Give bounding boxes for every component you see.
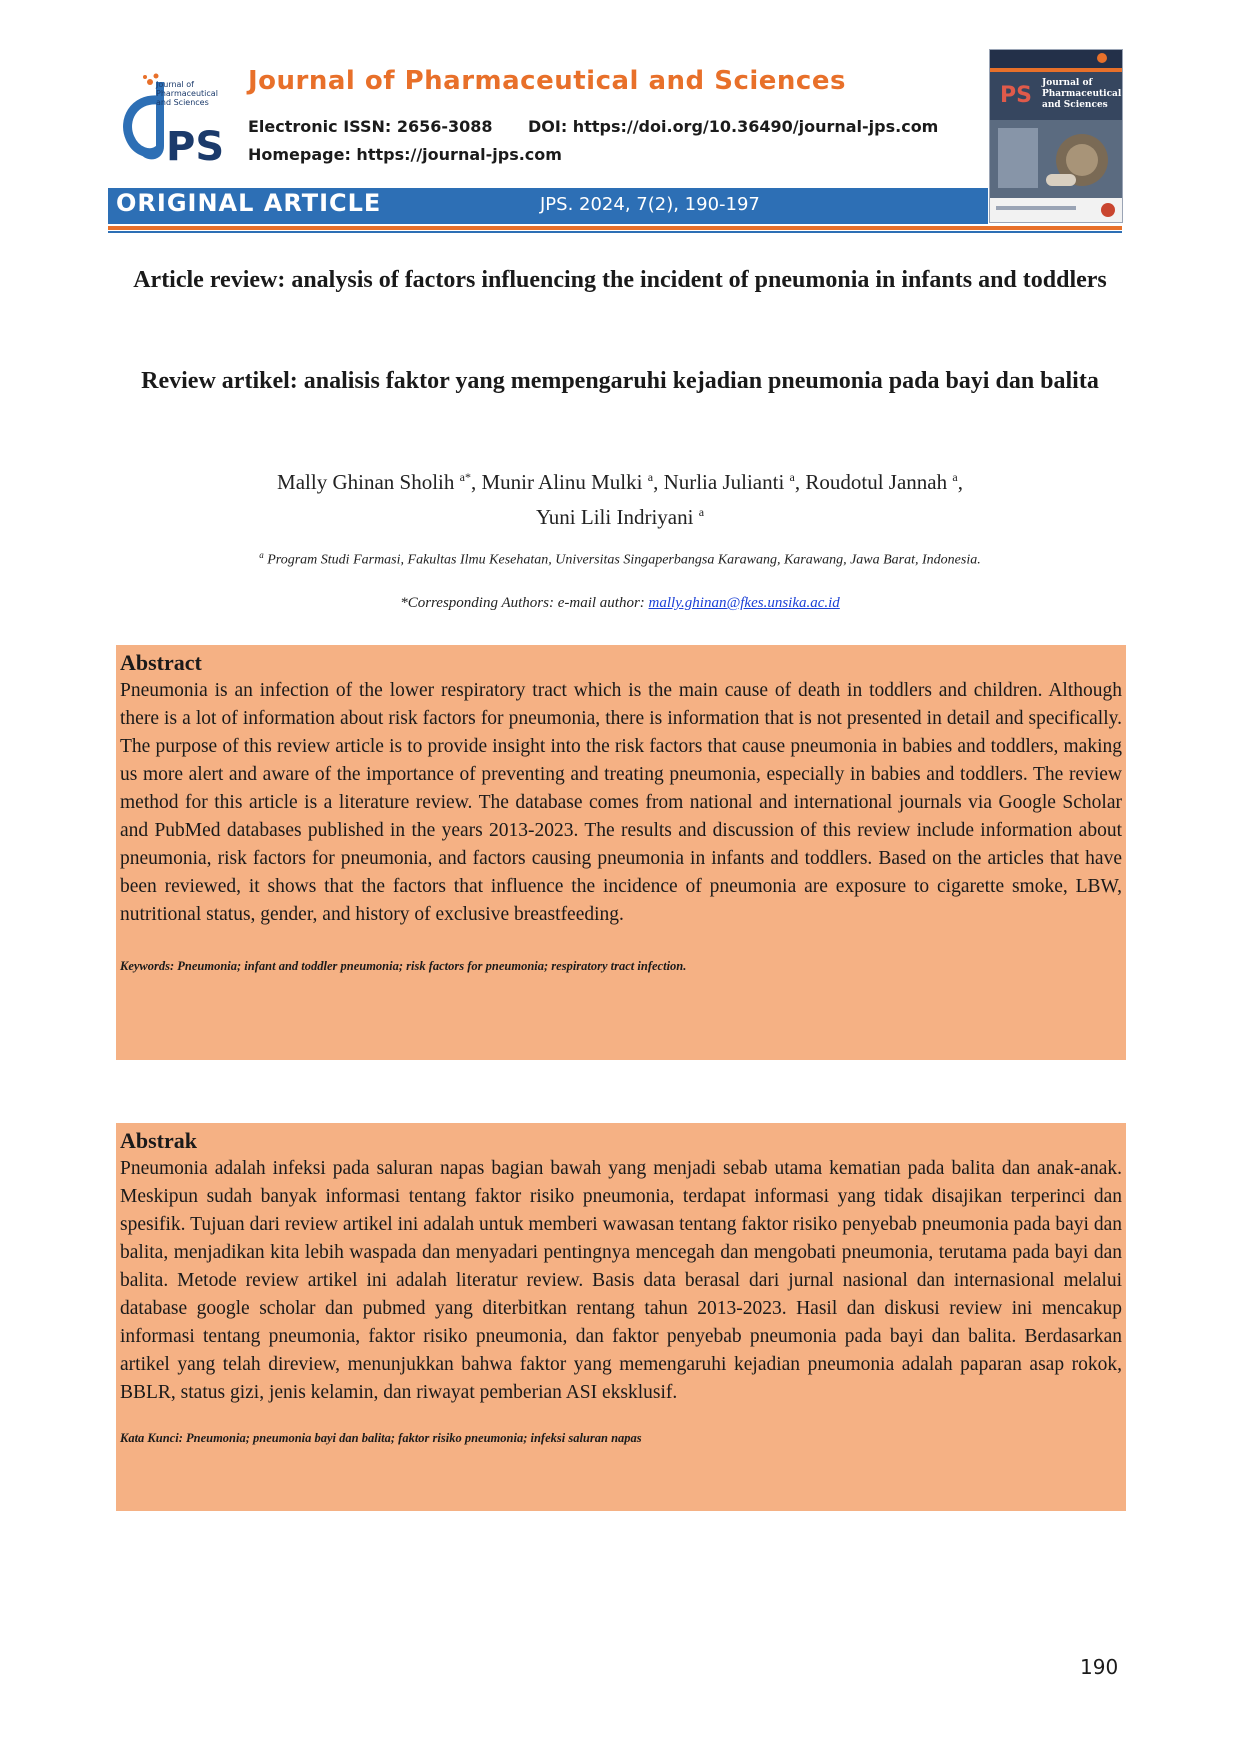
doi-link[interactable]: DOI: https://doi.org/10.36490/journal-jps.com [528,117,939,136]
corresponding-label: *Corresponding Authors: e-mail author: [400,595,645,611]
abstrak-heading: Abstrak [120,1128,198,1153]
keywords-label: Keywords [120,959,170,973]
author-affiliation-mark: a [789,470,795,484]
kata-kunci-label: Kata Kunci: [120,1431,183,1445]
author-name: Munir Alinu Mulki [481,470,643,494]
corresponding-author [110,595,1130,612]
author-name: Mally Ghinan Sholih [277,470,455,494]
cover-title: Journal of Pharmaceutical and Sciences [1042,78,1122,110]
keywords [120,959,1122,974]
author-list: Mally Ghinan Sholih $^{a*}$, Munir Alinu Mulki $^a$, Nurlia Julianti $^a$, Roudotul Jannah $^a$, Yuni Lili Indriyani $^a$ [277,470,963,529]
author-affiliation-mark: a [647,470,654,484]
header-rule-blue [108,231,1122,233]
keywords-text: : Pneumonia; infant and toddler pneumonia; risk factors for pneumonia; respiratory tract infection. [170,959,687,973]
title-indonesian: Review artikel: analisis faktor yang mempengaruhi kejadian pneumonia pada bayi dan balita [141,368,1099,394]
svg-text:PS: PS [166,124,225,164]
abstract-box-indonesian [116,1123,1126,1511]
author-affiliation-mark: a [698,505,705,519]
issn: Electronic ISSN: 2656-3088 [248,117,493,136]
author-affiliation-mark: a* [459,470,471,484]
abstract-heading: Abstract [120,650,202,675]
svg-text:PS: PS [1000,83,1032,108]
corresponding-email-link[interactable]: mally.ghinan@fkes.unsika.ac.id [648,595,840,611]
journal-logo [120,72,230,164]
kata-kunci [120,1431,1122,1446]
abstract-body: Pneumonia is an infection of the lower respiratory tract which is the main cause of death in toddlers and children. Although there is a lot of information about risk factors for pneumonia, there is information that is not presented in detail and specifically. The purpose of this review article is to provide insight into the risk factors that cause pneumonia in babies and toddlers, making us more alert and aware of the importance of preventing and treating pneumonia, especially in babies and toddlers. The review method for this article is a literature review. The database comes from national and international journals via Google Scholar and PubMed databases published in the years 2013-2023. The results and discussion of this review include information about pneumonia, risk factors for pneumonia, and factors causing pneumonia in infants and toddlers. Based on the articles that have been reviewed, it shows that the factors that influence the incidence of pneumonia are exposure to cigarette smoke, LBW, nutritional status, gender, and history of exclusive breastfeeding. [120,680,1122,925]
citation: JPS. 2024, 7(2), 190-197 [540,194,760,215]
author-name: Yuni Lili Indriyani [535,505,694,529]
homepage-link[interactable]: Homepage: https://journal-jps.com [248,145,562,164]
logo-caption: Journal of Pharmaceutical and Sciences [156,80,218,107]
article-type-label: ORIGINAL ARTICLE [116,189,382,217]
header-rule-orange [108,226,1122,230]
journal-title: Journal of Pharmaceutical and Sciences [248,66,846,96]
affiliation-mark: a [259,550,264,560]
abstrak-body: Pneumonia adalah infeksi pada saluran napas bagian bawah yang menjadi sebab utama kematian pada balita dan anak-anak. Meskipun sudah banyak informasi tentang faktor risiko pneumonia, terdapat informasi yang tidak disajikan terperinci dan spesifik. Tujuan dari review artikel ini adalah untuk memberi wawasan tentang faktor risiko penyebab pneumonia pada bayi dan balita, menjadikan kita lebih waspada dan menyadari pentingnya mencegah dan mengobati pneumonia, terutama pada bayi dan balita. Metode review artikel ini adalah literatur review. Basis data berasal dari jurnal nasional dan internasional melalui database google scholar dan pubmed yang diterbitkan rentang tahun 2013-2023. Hasil dan diskusi review ini mencakup informasi tentang pneumonia, faktor risiko pneumonia, dan faktor penyebab pneumonia pada bayi dan balita. Berdasarkan artikel yang telah direview, menunjukkan bahwa faktor yang memengaruhi kejadian pneumonia adalah paparan asap rokok, BBLR, status gizi, jenis kelamin, dan riwayat pemberian ASI eksklusif. [120,1158,1122,1403]
title-english: Article review: analysis of factors influencing the incident of pneumonia in infants and toddlers [133,267,1107,293]
affiliation-text: Program Studi Farmasi, Fakultas Ilmu Kesehatan, Universitas Singaperbangsa Karawang, Karawang, Jawa Barat, Indonesia. [267,552,981,568]
kata-kunci-text: Pneumonia; pneumonia bayi dan balita; faktor risiko pneumonia; infeksi saluran napas [182,1431,642,1445]
journal-cover-image [990,50,1122,222]
author-name: Roudotul Jannah [805,470,948,494]
affiliation [110,550,1130,569]
abstract-box-english [116,645,1126,1060]
author-affiliation-mark: a [952,470,958,484]
page-number: 190 [1080,1655,1119,1679]
author-name: Nurlia Julianti [663,470,785,494]
